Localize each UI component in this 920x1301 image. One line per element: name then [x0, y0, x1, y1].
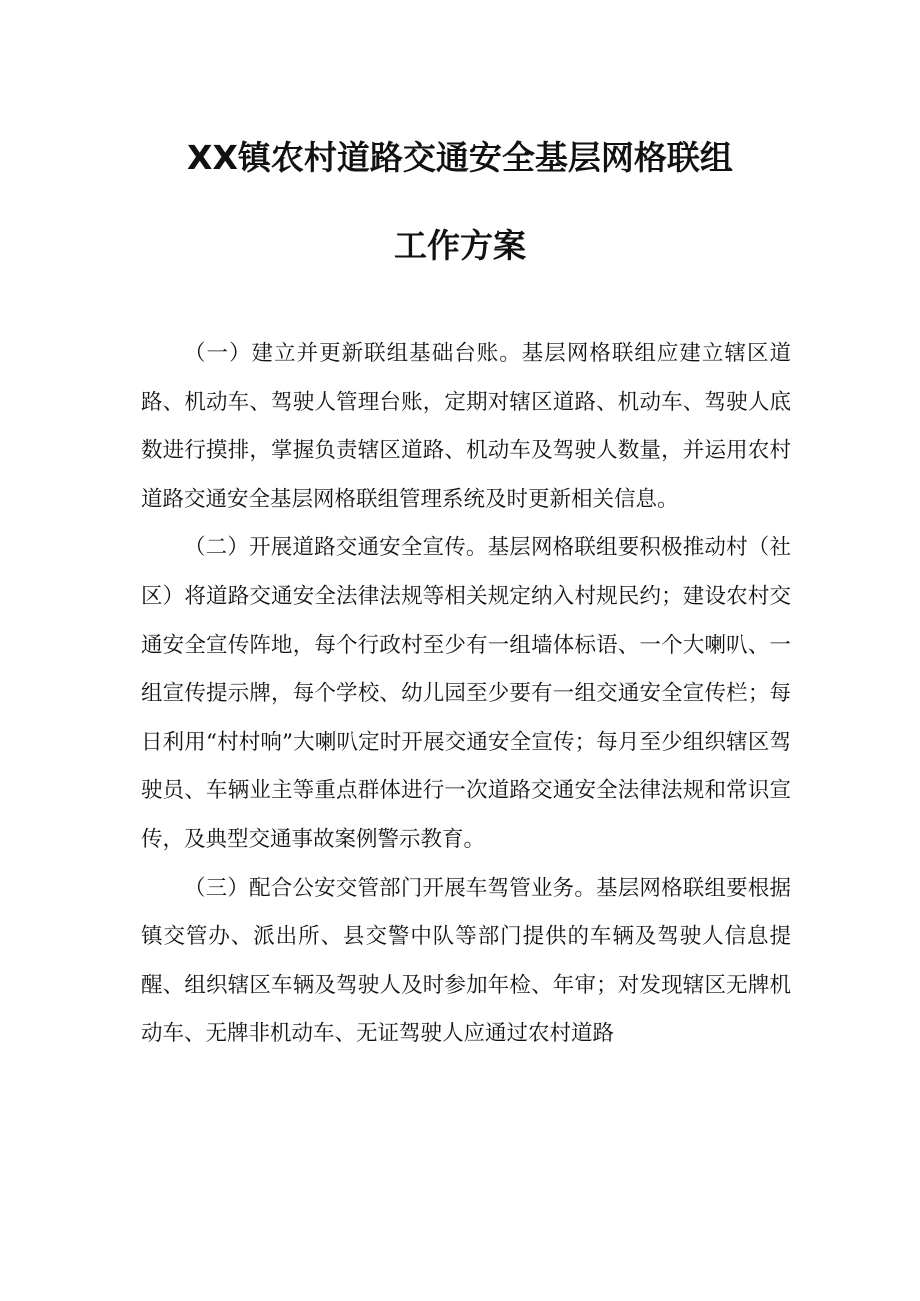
document-body: [141, 330, 791, 1059]
paragraph-1: （一）建立并更新联组基础台账。基层网格联组应建立辖区道路、机动车、驾驶人管理台账，定期对辖区道路、机动车、驾驶人底数进行摸排，掌握负责辖区道路、机动车及驾驶人数量，并运用农村道路交通安全基层网格联组管理系统及时更新相关信息。: [141, 341, 791, 512]
paragraph-3: （三）配合公安交管部门开展车驾管业务。基层网格联组要根据镇交管办、派出所、县交警中队等部门提供的车辆及驾驶人信息提醒、组织辖区车辆及驾驶人及时参加年检、年审；对发现辖区无牌机动车、无牌非机动车、无证驾驶人应通过农村道路: [141, 875, 791, 1047]
paragraph-2: （二）开展道路交通安全宣传。基层网格联组要积极推动村（社区）将道路交通安全法律法规等相关规定纳入村规民约；建设农村交通安全宣传阵地，每个行政村至少有一组墙体标语、一个大喇叭、一组宣传提示牌，每个学校、幼儿园至少要有一组交通安全宣传栏；每日利用“村村响”大喇叭定时开展交通安全宣传；每月至少组织辖区驾驶员、车辆业主等重点群体进行一次道路交通安全法律法规和常识宣传，及典型交通事故案例警示教育。: [141, 535, 791, 852]
document-title-line-1: XX镇农村道路交通安全基层网格联组: [187, 138, 733, 177]
document-title-line-2: 工作方案: [394, 226, 526, 265]
